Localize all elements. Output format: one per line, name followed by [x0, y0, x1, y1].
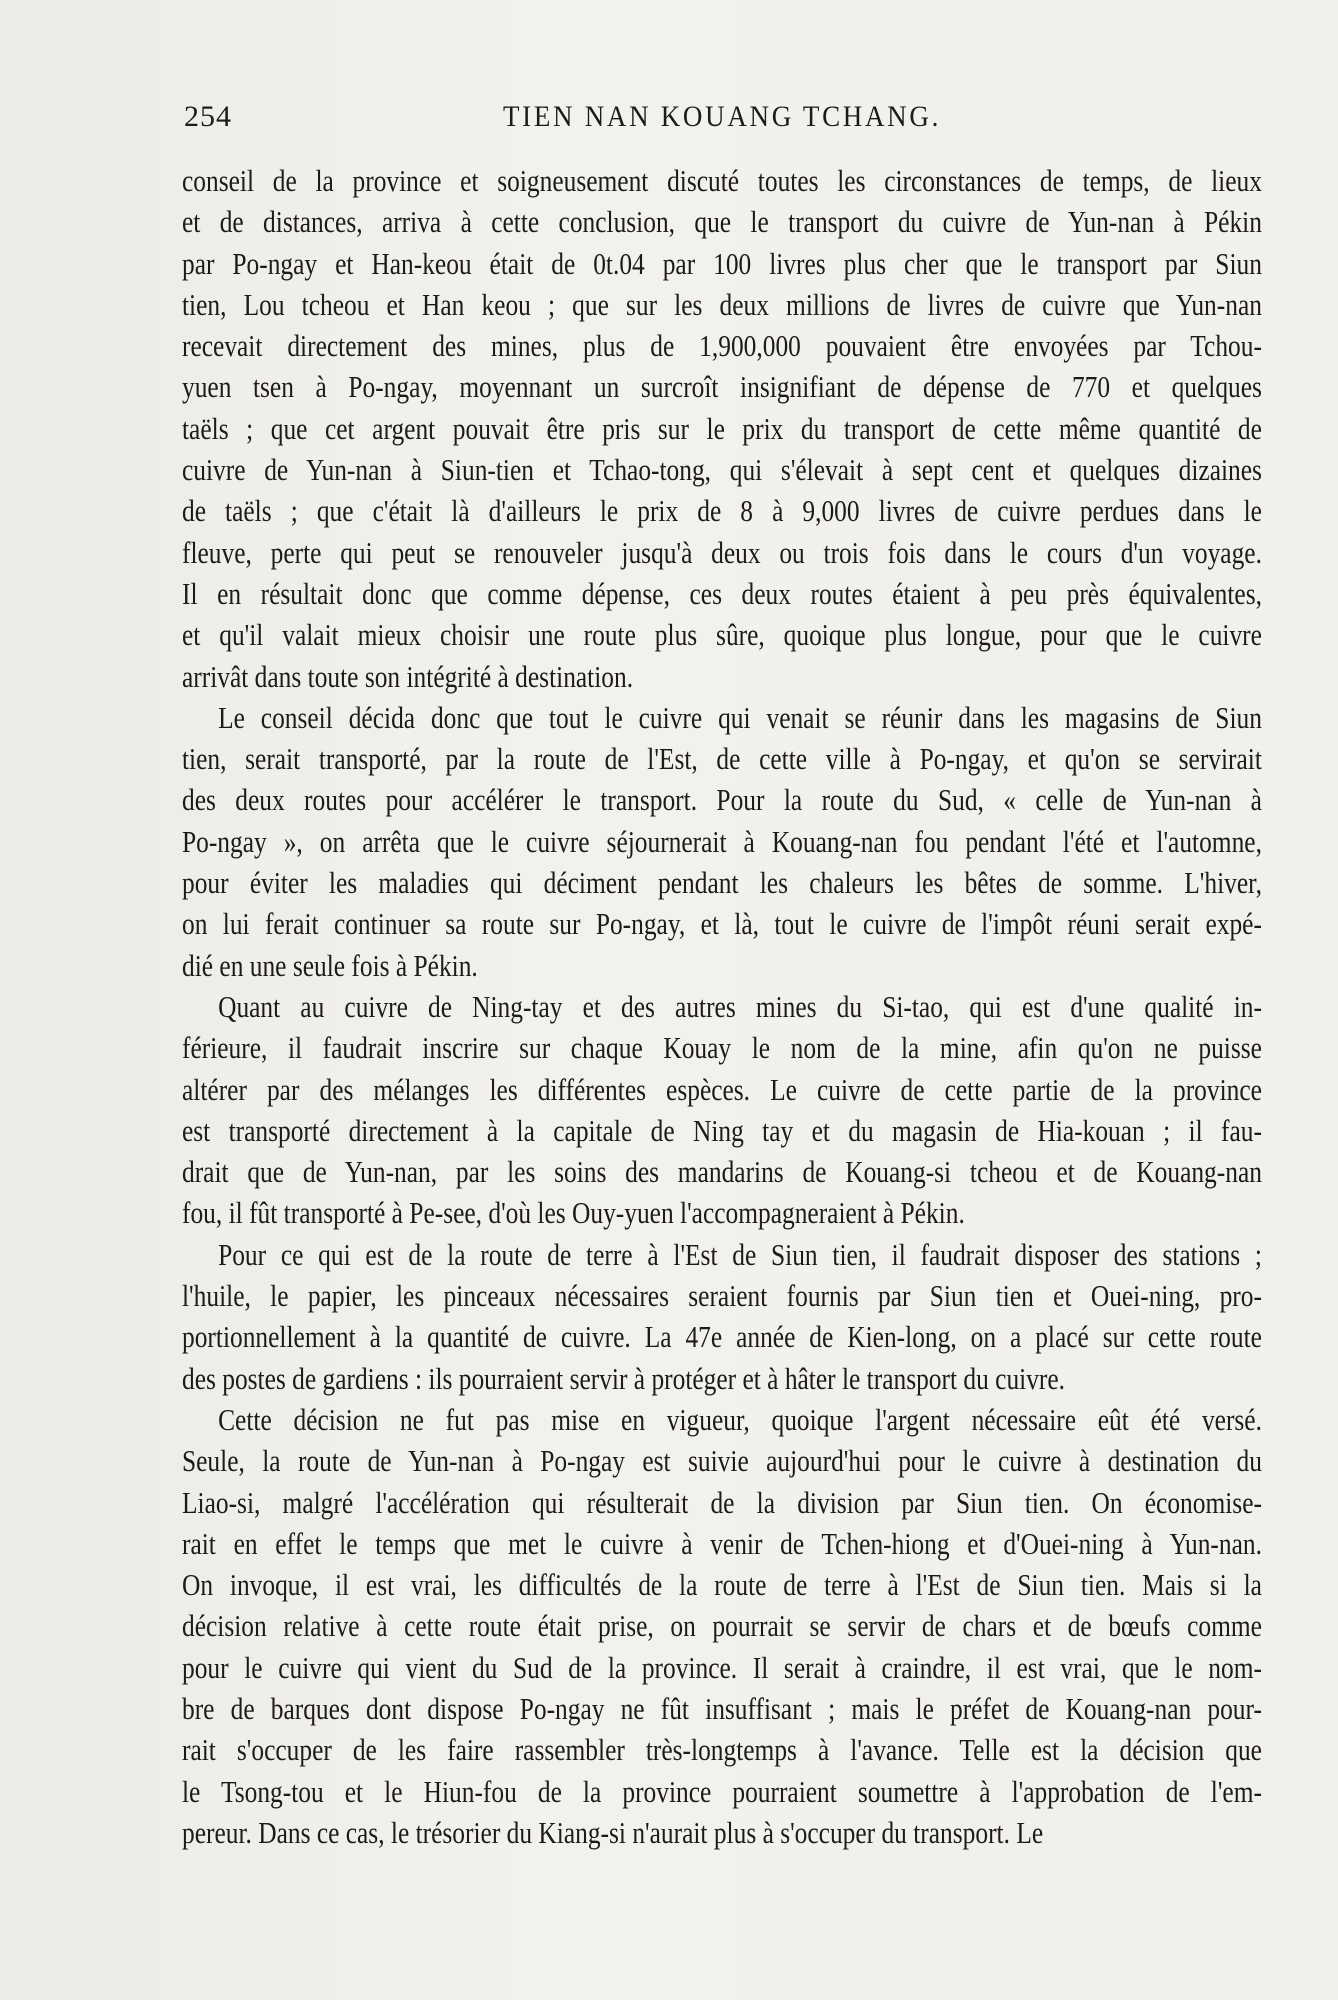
- page-number: 254: [184, 100, 232, 133]
- text-line: conseil de la province et soigneusement discuté toutes les circonstances de temps, de lieux: [182, 163, 1262, 198]
- text-line: fleuve, perte qui peut se renouveler jusqu'à deux ou trois fois dans le cours d'un voyage.: [182, 534, 1262, 570]
- running-title: TIEN NAN KOUANG TCHANG.: [502, 100, 942, 133]
- text-line: et de distances, arriva à cette conclusion, que le transport du cuivre de Yun-nan à Pékin: [182, 204, 1262, 240]
- text-line: des deux routes pour accélérer le transport. Pour la route du Sud, « celle de Yun-nan à: [182, 782, 1262, 818]
- text-line: Pour ce qui est de la route de terre à l'Est de Siun tien, il faudrait disposer des stations ;: [218, 1236, 1262, 1272]
- text-line: de taëls ; que c'était là d'ailleurs le prix de 8 à 9,000 livres de cuivre perdues dans le: [182, 493, 1262, 529]
- text-line: pereur. Dans ce cas, le trésorier du Kiang-si n'aurait plus à s'occuper du transport. Le: [182, 1814, 1044, 1850]
- text-line: Le conseil décida donc que tout le cuivre qui venait se réunir dans les magasins de Siun: [218, 699, 1262, 735]
- text-line: arrivât dans toute son intégrité à destination.: [182, 658, 634, 694]
- text-line: drait que de Yun-nan, par les soins des mandarins de Kouang-si tcheou et de Kouang-nan: [182, 1154, 1262, 1190]
- text-line: tien, Lou tcheou et Han keou ; que sur les deux millions de livres de cuivre que Yun-nan: [182, 286, 1262, 322]
- text-line: taëls ; que cet argent pouvait être pris sur le prix du transport de cette même quantité de: [182, 410, 1262, 446]
- text-line: dié en une seule fois à Pékin.: [182, 947, 478, 983]
- text-line: rait en effet le temps que met le cuivre à venir de Tchen-hiong et d'Ouei-ning à Yun-nan.: [182, 1525, 1262, 1561]
- text-line: Po-ngay », on arrêta que le cuivre séjournerait à Kouang-nan fou pendant l'été et l'automne,: [182, 823, 1262, 859]
- paragraph: [182, 1234, 1262, 1399]
- text-line: l'huile, le papier, les pinceaux nécessaires seraient fournis par Siun tien et Ouei-ning, pro-: [182, 1278, 1262, 1314]
- text-line: par Po-ngay et Han-keou était de 0t.04 par 100 livres plus cher que le transport par Siun: [182, 245, 1262, 281]
- text-line: altérer par des mélanges les différentes espèces. Le cuivre de cette partie de la province: [182, 1071, 1262, 1107]
- text-line: pour le cuivre qui vient du Sud de la province. Il serait à craindre, il est vrai, que le nom-: [182, 1649, 1262, 1685]
- text-line: bre de barques dont dispose Po-ngay ne fût insuffisant ; mais le préfet de Kouang-nan pour-: [182, 1690, 1262, 1726]
- text-line: le Tsong-tou et le Hiun-fou de la province pourraient soumettre à l'approbation de l'em-: [182, 1773, 1262, 1809]
- text-line: Liao-si, malgré l'accélération qui résulterait de la division par Siun tien. On économise-: [182, 1484, 1262, 1520]
- text-line: recevait directement des mines, plus de 1,900,000 pouvaient être envoyées par Tchou-: [182, 328, 1262, 364]
- paragraph: [182, 697, 1262, 986]
- text-line: est transporté directement à la capitale de Ning tay et du magasin de Hia-kouan ; il fau-: [182, 1112, 1262, 1148]
- text-line: décision relative à cette route était prise, on pourrait se servir de chars et de bœufs comme: [182, 1608, 1262, 1644]
- text-line: rait s'occuper de les faire rassembler très-longtemps à l'avance. Telle est la décision que: [182, 1732, 1262, 1768]
- text-line: et qu'il valait mieux choisir une route plus sûre, quoique plus longue, pour que le cuivre: [182, 617, 1262, 653]
- running-header: [182, 100, 1262, 140]
- text-line: Il en résultait donc que comme dépense, ces deux routes étaient à peu près équivalentes,: [182, 575, 1262, 611]
- text-line: Seule, la route de Yun-nan à Po-ngay est suivie aujourd'hui pour le cuivre à destination du: [182, 1443, 1262, 1479]
- text-line: cuivre de Yun-nan à Siun-tien et Tchao-tong, qui s'élevait à sept cent et quelques dizaines: [182, 452, 1262, 488]
- body-text: [182, 160, 1262, 1853]
- text-line: des postes de gardiens : ils pourraient servir à protéger et à hâter le transport du cuivre.: [182, 1360, 1066, 1396]
- text-line: On invoque, il est vrai, les difficultés de la route de terre à l'Est de Siun tien. Mais si la: [182, 1567, 1262, 1603]
- text-line: Cette décision ne fut pas mise en vigueur, quoique l'argent nécessaire eût été versé.: [218, 1401, 1262, 1437]
- text-line: férieure, il faudrait inscrire sur chaque Kouay le nom de la mine, afin qu'on ne puisse: [182, 1030, 1262, 1066]
- text-line: on lui ferait continuer sa route sur Po-ngay, et là, tout le cuivre de l'impôt réuni serait expé-: [182, 906, 1262, 942]
- text-line: portionnellement à la quantité de cuivre. La 47e année de Kien-long, on a placé sur cette route: [182, 1319, 1262, 1355]
- text-line: tien, serait transporté, par la route de l'Est, de cette ville à Po-ngay, et qu'on se servirait: [182, 741, 1262, 777]
- paragraph: [182, 160, 1262, 697]
- text-line: pour éviter les maladies qui déciment pendant les chaleurs les bêtes de somme. L'hiver,: [182, 865, 1262, 901]
- text-line: yuen tsen à Po-ngay, moyennant un surcroît insignifiant de dépense de 770 et quelques: [182, 369, 1262, 405]
- paragraph: [182, 1399, 1262, 1853]
- text-line: Quant au cuivre de Ning-tay et des autres mines du Si-tao, qui est d'une qualité in-: [218, 988, 1262, 1024]
- paragraph: [182, 986, 1262, 1234]
- text-line: fou, il fût transporté à Pe-see, d'où les Ouy-yuen l'accompagneraient à Pékin.: [182, 1195, 965, 1231]
